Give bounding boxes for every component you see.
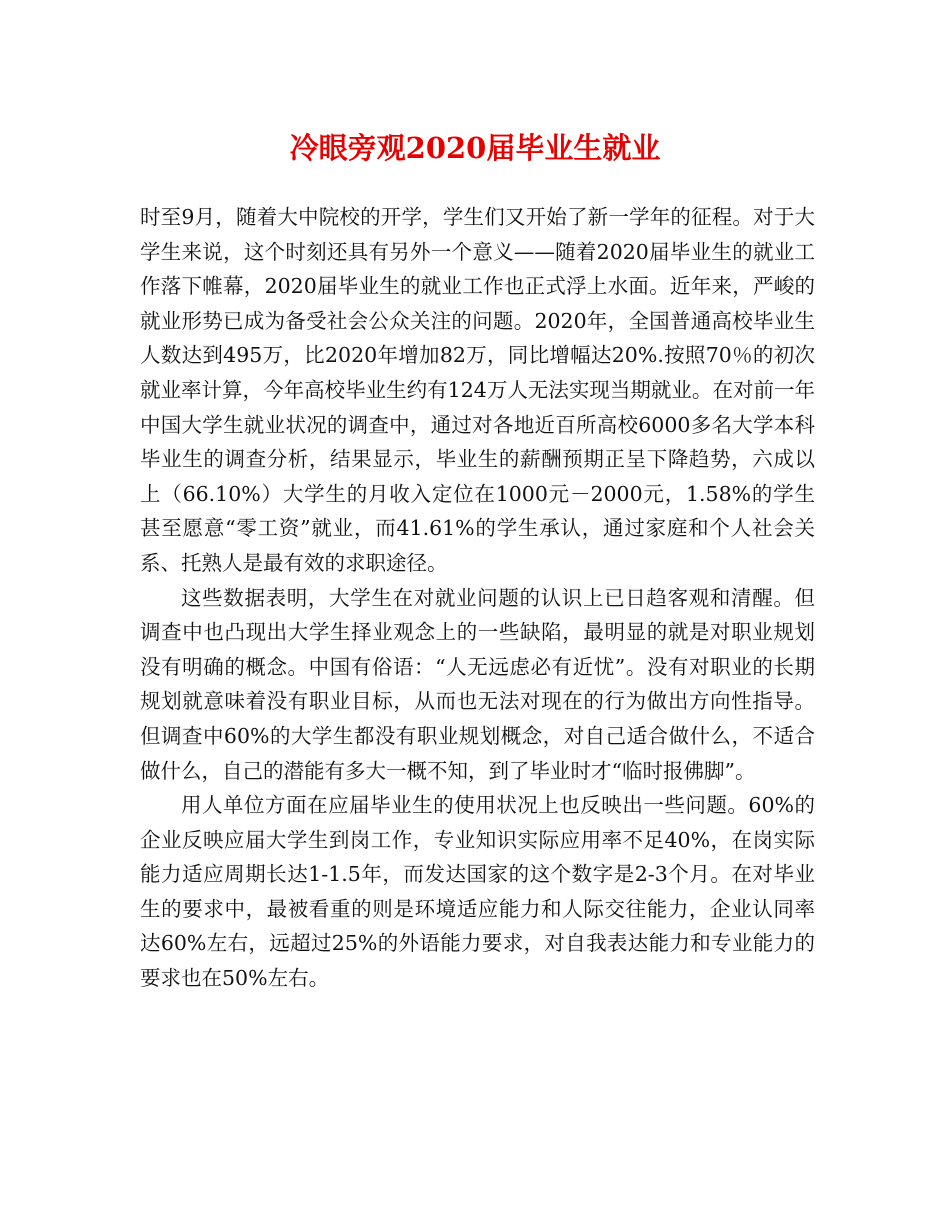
paragraph-3: 用人单位方面在应届毕业生的使用状况上也反映出一些问题。60%的企业反映应届大学生到岗工作，专业知识实际应用率不足40%，在岗实际能力适应周期长达1-1.5年，而发达国家的这个数字是2-3个月。在对毕业生的要求中，最被看重的则是环境适应能力和人际交往能力，企业认同率达60%左右，远超过25%的外语能力要求，对自我表达能力和专业能力的要求也在50%左右。: [140, 793, 815, 991]
document-title: 冷眼旁观2020届毕业生就业: [289, 131, 661, 165]
paragraph-2: 这些数据表明，大学生在对就业问题的认识上已日趋客观和清醒。但调查中也凸现出大学生择业观念上的一些缺陷，最明显的就是对职业规划没有明确的概念。中国有俗语：“人无远虑必有近忧”。没有对职业的长期规划就意味着没有职业目标，从而也无法对现在的行为做出方向性指导。但调查中60%的大学生都没有职业规划概念，对自己适合做什么，不适合做什么，自己的潜能有多大一概不知，到了毕业时才“临时报佛脚”。: [140, 585, 815, 783]
document-body: [140, 200, 815, 996]
paragraph-1: 时至9月，随着大中院校的开学，学生们又开始了新一学年的征程。对于大学生来说，这个时刻还具有另外一个意义——随着2020届毕业生的就业工作落下帷幕，2020届毕业生的就业工作也正式浮上水面。近年来，严峻的就业形势已成为备受社会公众关注的问题。2020年，全国普通高校毕业生人数达到495万，比2020年增加82万，同比增幅达20%.按照70％的初次就业率计算，今年高校毕业生约有124万人无法实现当期就业。在对前一年中国大学生就业状况的调查中，通过对各地近百所高校6000多名大学本科毕业生的调查分析，结果显示，毕业生的薪酬预期正呈下降趋势，六成以上（66.10%）大学生的月收入定位在1000元－2000元，1.58%的学生甚至愿意“零工资”就业，而41.61%的学生承认，通过家庭和个人社会关系、托熟人是最有效的求职途径。: [140, 205, 815, 575]
